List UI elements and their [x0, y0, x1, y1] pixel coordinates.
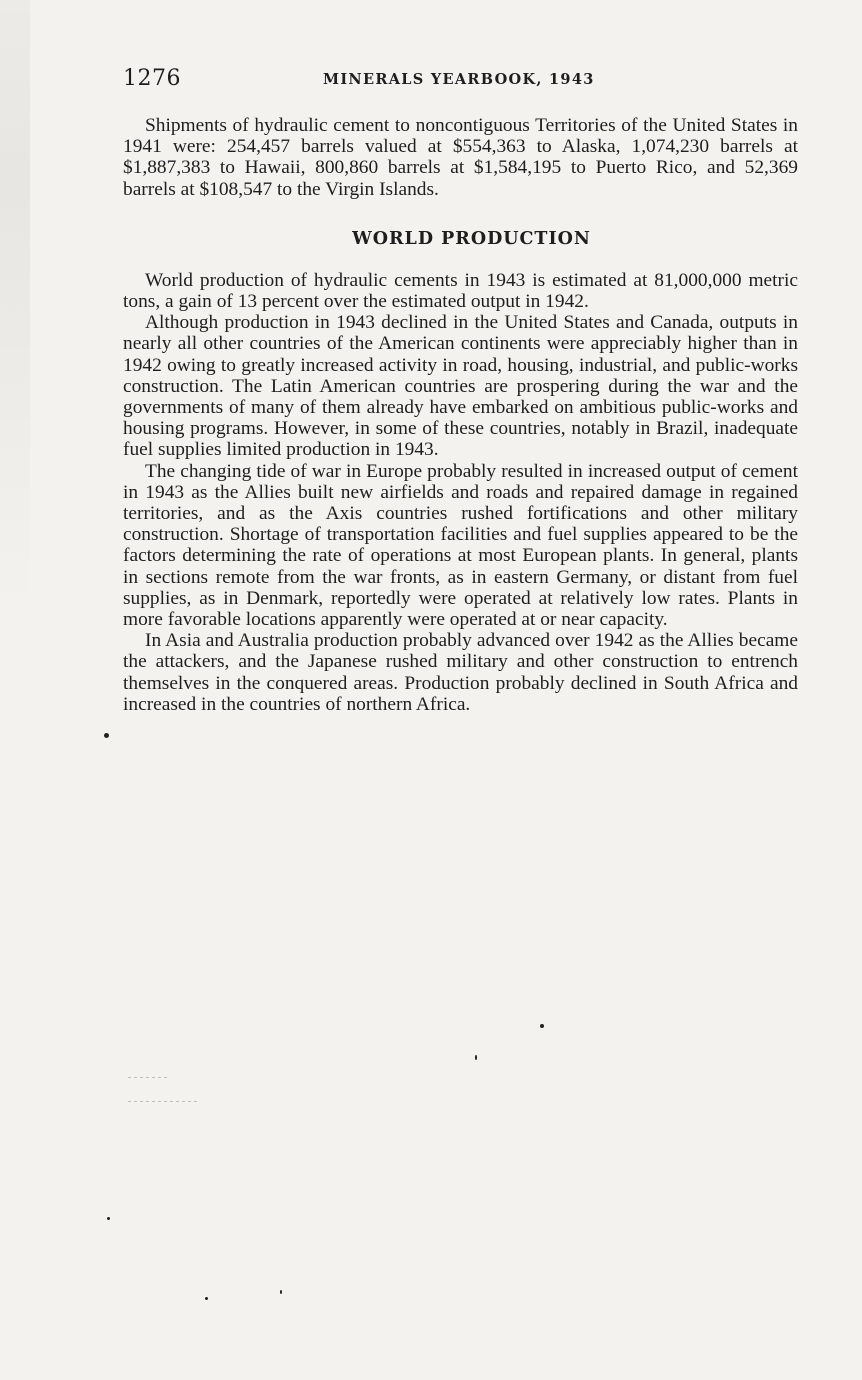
- scan-speck: [205, 1297, 208, 1300]
- paragraph-world-production: World production of hydraulic cements in 1943 is estimated at 81,000,000 metric tons, a gain of 13 percent over the estimated output in 1942.: [123, 269, 798, 313]
- body-text: [123, 115, 798, 715]
- scan-speck: [475, 1055, 477, 1060]
- scan-edge-shading: [0, 0, 30, 900]
- document-page: [123, 66, 798, 715]
- paragraph-americas: Although production in 1943 declined in the United States and Canada, outputs in nearly all other countries of the American continents were appreciably higher than in 1942 owing to greatly increased activity in road, housing, industrial, and public-works construction. The Latin American countries are prospering during the war and the governments of many of them already have embarked on ambitious public-works and housing programs. However, in some of these countries, notably in Brazil, inadequate fuel supplies limited production in 1943.: [123, 312, 798, 461]
- running-title: MINERALS YEARBOOK, 1943: [323, 71, 595, 88]
- scan-speck: [280, 1290, 282, 1294]
- scan-speck: [107, 1217, 110, 1220]
- scan-speck: [104, 733, 109, 738]
- intro-paragraph: Shipments of hydraulic cement to noncontiguous Territories of the United States in 1941 were: 254,457 barrels valued at $554,363 to Alaska, 1,074,230 barrels at $1,887,383 to Hawaii, 800,860 barrels at $1,584,195 to Puerto Rico, and 52,369 barrels at $108,547 to the Virgin Islands.: [123, 115, 798, 200]
- running-head: [123, 66, 798, 96]
- paragraph-europe: The changing tide of war in Europe probably resulted in increased output of cement in 1943 as the Allies built new airfields and roads and repaired damage in regained territories, and as the Axis countries rushed fortifications and other military construction. Shortage of transportation facilities and fuel supplies appeared to be the factors determining the rate of operations at most European plants. In general, plants in sections remote from the war fronts, as in eastern Germany, or distant from fuel supplies, as in Denmark, reportedly were operated at relatively low rates. Plants in more favorable locations apparently were operated at or near capacity.: [123, 460, 798, 631]
- page-number: 1276: [123, 66, 181, 91]
- scan-speck: [540, 1024, 544, 1028]
- paragraph-asia-africa: In Asia and Australia production probably advanced over 1942 as the Allies became the attackers, and the Japanese rushed military and other construction to entrench themselves in the conquered areas. Production probably declined in South Africa and increased in the countries of northern Africa.: [123, 630, 798, 715]
- scan-faint-mark: [128, 1101, 198, 1102]
- section-heading: WORLD PRODUCTION: [352, 228, 591, 249]
- scan-faint-mark: [128, 1077, 168, 1078]
